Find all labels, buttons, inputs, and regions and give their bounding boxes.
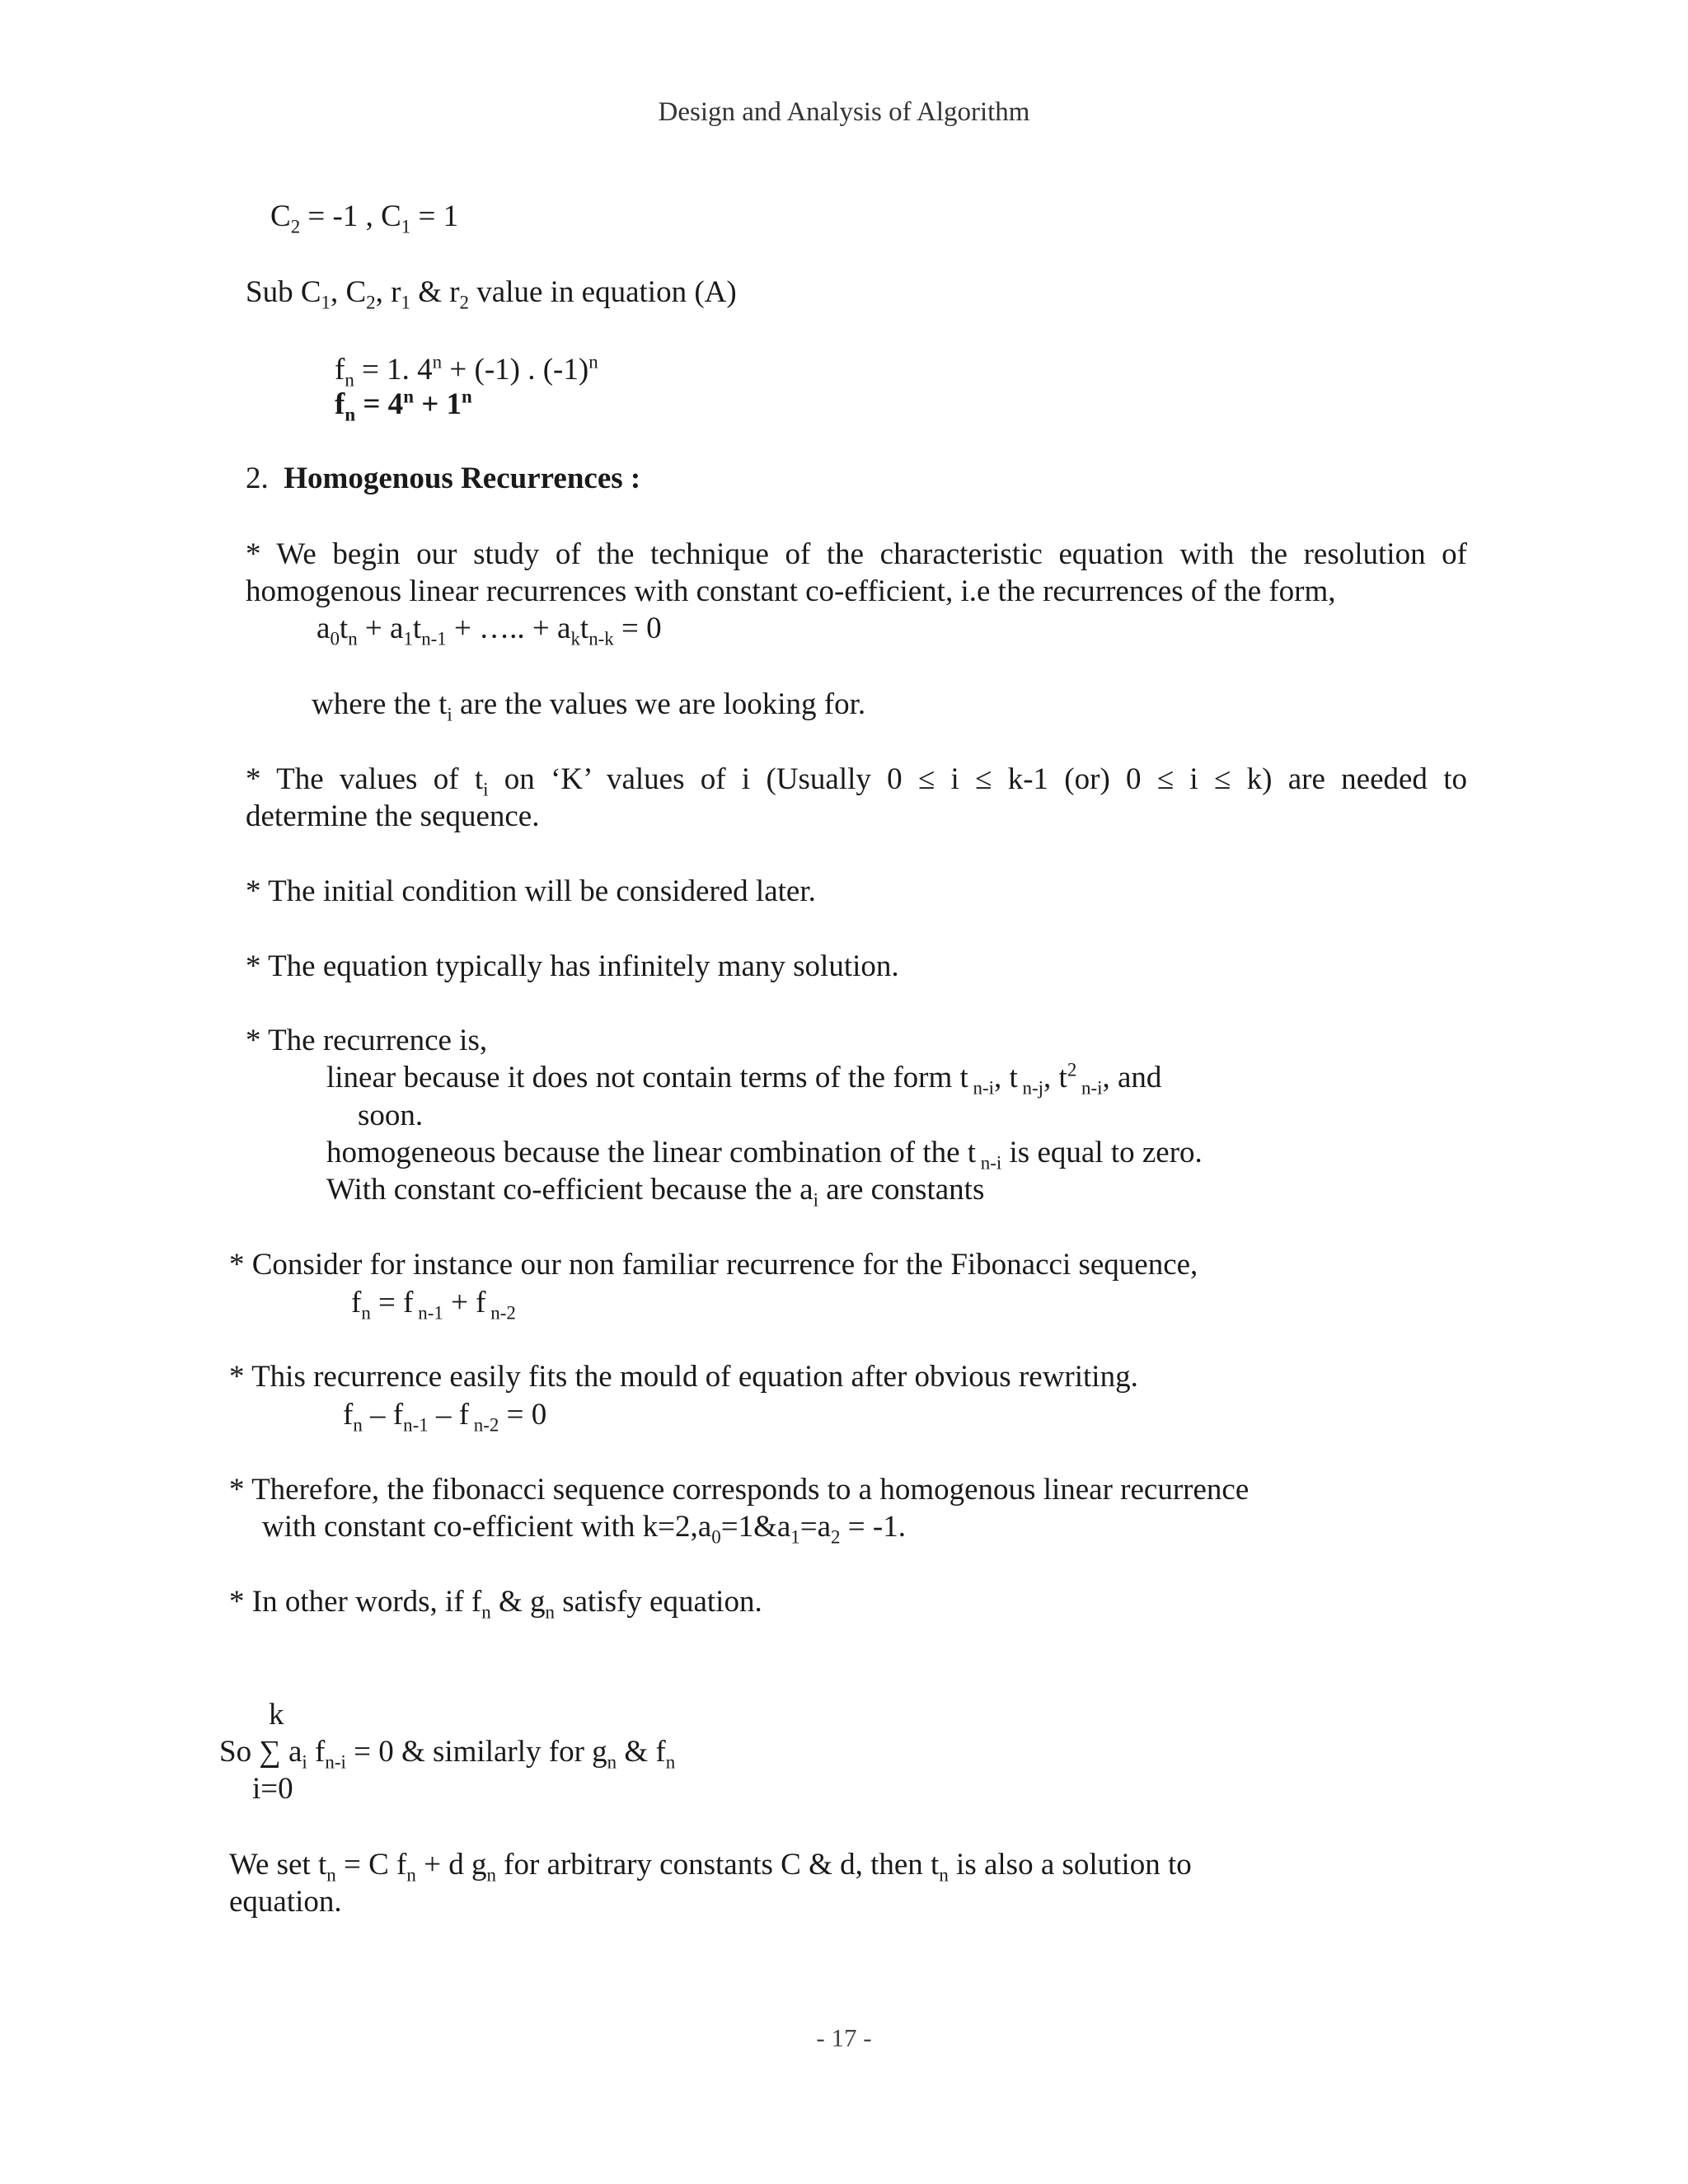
paragraph-intro-line1: * We begin our study of the technique of the characteristic equation with the resolution of <box>246 537 1467 571</box>
section-number: 2. <box>246 462 269 495</box>
paragraph-fibonacci-intro: * Consider for instance our non familiar recurrence for the Fibonacci sequence, <box>229 1248 1198 1282</box>
equation-recurrence-general: $a_0t_n + a_1t_{n-1}$ + ….. + $a_kt_{n-k} = 0$ <box>316 612 662 649</box>
section-title: Homogenous Recurrences : <box>284 462 641 495</box>
summation-lower-limit: i=0 <box>252 1772 293 1806</box>
paragraph-values-line1: * The values of $t_i$ on ‘K’ values of i (Usually 0 ≤ i ≤ k-1 (or) 0 ≤ i ≤ k) are needed to <box>246 762 1467 800</box>
paragraph-recurrence-is: * The recurrence is, <box>246 1024 488 1057</box>
equation-fn-expanded: $f_n = 1$. $4^n + (-1)$ . $(-1)^n$ <box>335 351 598 391</box>
paragraph-we-set-line1: We set $t_n = C$ $f_n + d$ $g_n$ for arbitrary constants C & d, then $t_n$ is also a solution to <box>229 1848 1192 1886</box>
paragraph-where: where the $t_i$ are the values we are looking for. <box>312 687 866 725</box>
paragraph-other-words: * In other words, if $f_n$ & $g_n$ satisfy equation. <box>229 1585 762 1623</box>
paragraph-we-set-line2: equation. <box>229 1885 342 1919</box>
equation-fibonacci-rewritten: $f_n - f_{n-1}$ – f $_{n-2}$ = 0 <box>343 1398 547 1436</box>
recurrence-homogeneous-line: homogeneous because the linear combination of the t $_{n-i}$ is equal to zero. <box>326 1136 1203 1174</box>
paragraph-values-line2: determine the sequence. <box>246 799 540 833</box>
page-header: Design and Analysis of Algorithm <box>658 97 1030 127</box>
equation-fibonacci: $f_n = f$ $_{n-1}$ + f $_{n-2}$ <box>351 1286 516 1324</box>
paragraph-therefore-line2: with constant co-efficient with $k=2,a_0=1\&a_1=a_2 = -1$. <box>262 1510 906 1548</box>
constants-line: $C_2 = -1$ , $C_1 = 1$ <box>270 199 459 237</box>
recurrence-constant-line: With constant co-efficient because the $a_i$ are constants <box>326 1173 985 1211</box>
paragraph-mould: * This recurrence easily fits the mould of equation after obvious rewriting. <box>229 1360 1138 1394</box>
paragraph-therefore-line1: * Therefore, the fibonacci sequence corresponds to a homogenous linear recurrence <box>229 1473 1250 1507</box>
page-number: - 17 - <box>816 2023 872 2052</box>
equation-fn-result: $f_n = 4^n + 1^n$ <box>335 386 472 425</box>
paragraph-initial-condition: * The initial condition will be considered later. <box>246 874 816 908</box>
section-heading <box>246 462 640 497</box>
summation-upper-limit: k <box>269 1698 284 1732</box>
paragraph-infinitely-many: * The equation typically has infinitely many solution. <box>246 949 899 983</box>
recurrence-linear-line: linear because it does not contain terms of the form t $_{n-i}$, t $_{n-j}$, $t^2$ $_{n-i}$, and <box>326 1059 1162 1099</box>
paragraph-intro-line2: homogenous linear recurrences with constant co-efficient, i.e the recurrences of the form, <box>246 574 1336 608</box>
recurrence-linear-soon: soon. <box>358 1099 424 1132</box>
substitution-line: Sub $C_1$, $C_2$, $r_1$ & $r_2$ value in equation (A) <box>246 275 737 313</box>
summation-equation: So ∑ $a_i$ $f_{n-i} = 0$ & similarly for $g_n$ & $f_n$ <box>219 1735 676 1773</box>
